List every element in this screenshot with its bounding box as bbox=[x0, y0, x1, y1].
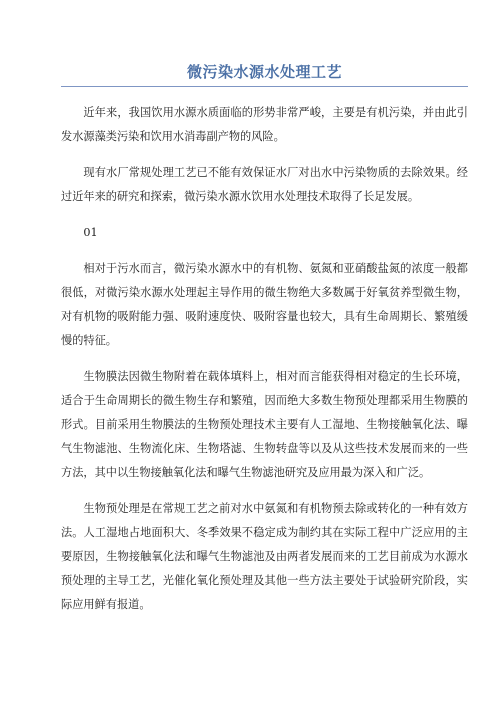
paragraph-intro: 近年来，我国饮用水源水质面临的形势非常严峻，主要是有机污染，并由此引发水源藻类污染和饮用水消毒副产物的风险。 bbox=[61, 106, 468, 143]
title-divider bbox=[61, 86, 468, 87]
paragraph-microorganisms: 相对于污水而言，微污染水源水中的有机物、氨氮和亚硝酸盐氮的浓度一般都很低，对微污染水源水处理起主导作用的微生物绝大多数属于好氧贫养型微生物，对有机物的吸附能力强、吸附速度快、吸附容量也较大，具有生命周期长、繁殖缓慢的特征。 bbox=[61, 262, 468, 347]
page-title: 微污染水源水处理工艺 bbox=[186, 63, 342, 81]
document-body bbox=[61, 101, 468, 617]
paragraph-pretreatment: 生物预处理是在常规工艺之前对水中氨氮和有机物预去除或转化的一种有效方法。人工湿地占地面积大、冬季效果不稳定成为制约其在实际工程中广泛应用的主要原因，生物接触氧化法和曝气生物滤池及由两者发展而来的工艺目前成为水源水预处理的主导工艺，光催化氧化预处理及其他一些方法主要处于试验研究阶段，实际应用鲜有报道。 bbox=[61, 502, 468, 611]
paragraph-biofilm: 生物膜法因微生物附着在载体填料上，相对而言能获得相对稳定的生长环境，适合于生命周期长的微生物生存和繁殖，因而绝大多数生物预处理都采用生物膜的形式。目前采用生物膜法的生物预处理技术主要有人工湿地、生物接触氧化法、曝气生物滤池、生物流化床、生物塔滤、生物转盘等以及从这些技术发展而来的一些方法，其中以生物接触氧化法和曝气生物滤池研究及应用最为深入和广泛。 bbox=[61, 370, 468, 479]
section-number: 01 bbox=[83, 226, 98, 239]
paragraph-current-process: 现有水厂常规处理工艺已不能有效保证水厂对出水中污染物质的去除效果。经过近年来的研究和探索，微污染水源水饮用水处理技术取得了长足发展。 bbox=[61, 166, 468, 203]
